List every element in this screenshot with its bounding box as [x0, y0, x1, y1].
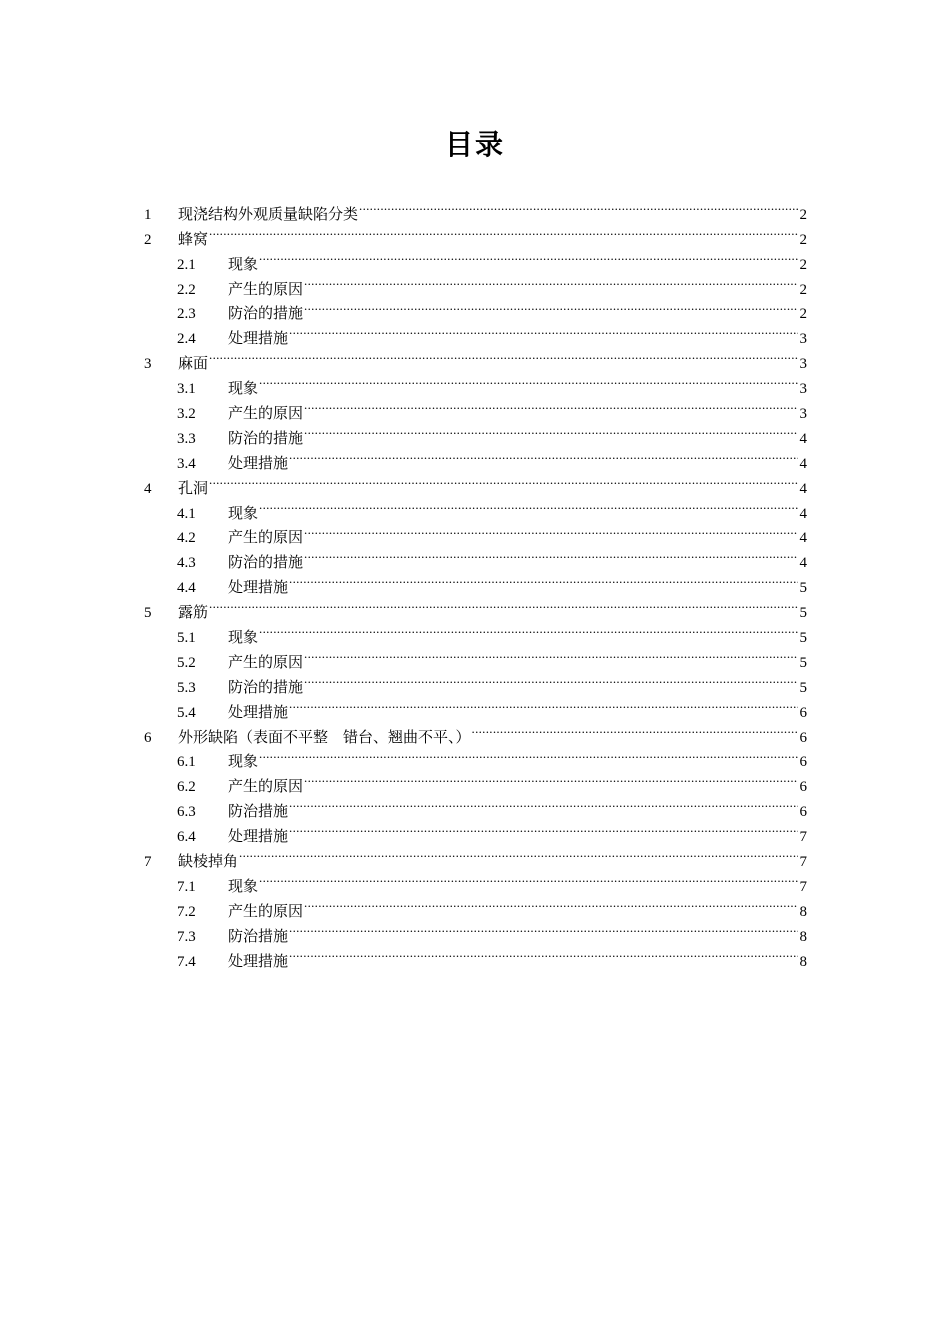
toc-entry-chapter[interactable] — [144, 219, 807, 248]
toc-dot-leader — [289, 816, 798, 841]
toc-page-number: 6 — [799, 704, 807, 721]
toc-entry-chapter[interactable] — [144, 343, 807, 373]
toc-entry-section[interactable] — [144, 493, 807, 522]
toc-entry-title: 现浇结构外观质量缺陷分类 — [178, 206, 359, 223]
toc-entry-number: 4.2 — [177, 530, 196, 547]
toc-page-number: 4 — [799, 505, 807, 522]
toc-entry-title: 麻面 — [178, 356, 209, 373]
toc-page-number: 7 — [799, 878, 807, 895]
toc-entry-chapter[interactable] — [144, 592, 807, 622]
toc-entry-number: 5.2 — [177, 654, 196, 671]
toc-dot-leader — [304, 642, 798, 667]
toc-page-number: 2 — [799, 256, 807, 273]
toc-dot-leader — [209, 592, 798, 617]
toc-dot-leader — [304, 667, 798, 692]
toc-page-number: 5 — [799, 580, 807, 597]
toc-dot-leader — [209, 343, 798, 368]
toc-dot-leader — [259, 244, 798, 269]
toc-dot-leader — [209, 468, 798, 493]
toc-entry-number: 5 — [144, 605, 152, 622]
toc-entry-title: 现象 — [228, 381, 259, 398]
toc-entry-number: 7.1 — [177, 878, 196, 895]
toc-entry-title: 处理措施 — [228, 829, 289, 846]
toc-entry-title: 露筋 — [178, 605, 209, 622]
toc-entry-number: 5.1 — [177, 630, 196, 647]
toc-entry-title: 产生的原因 — [228, 406, 304, 423]
toc-entry-title: 产生的原因 — [228, 530, 304, 547]
toc-page-number: 4 — [799, 430, 807, 447]
toc-dot-leader — [289, 692, 798, 717]
toc-dot-leader — [304, 891, 798, 916]
toc-entry-chapter[interactable] — [144, 194, 807, 223]
toc-page-number: 5 — [799, 630, 807, 647]
toc-dot-leader — [259, 617, 798, 642]
toc-page-number: 5 — [799, 654, 807, 671]
toc-entry-number: 7.2 — [177, 903, 196, 920]
toc-page-number: 2 — [799, 206, 807, 223]
toc-entry-title: 缺棱掉角 — [178, 854, 239, 871]
toc-entry-title: 现象 — [228, 256, 259, 273]
toc-page-number: 6 — [799, 804, 807, 821]
toc-dot-leader — [289, 916, 798, 941]
toc-entry-number: 7.3 — [177, 928, 196, 945]
toc-page-number: 3 — [799, 381, 807, 398]
toc-dot-leader — [304, 269, 798, 294]
toc-dot-leader — [304, 542, 798, 567]
toc-page-number: 6 — [799, 779, 807, 796]
toc-dot-leader — [289, 567, 798, 592]
toc-entry-title: 防治的措施 — [228, 306, 304, 323]
toc-dot-leader — [289, 318, 798, 343]
toc-page-number: 4 — [799, 530, 807, 547]
toc-entry-number: 5.4 — [177, 704, 196, 721]
toc-page-number: 8 — [799, 953, 807, 970]
toc-entry-number: 6.3 — [177, 804, 196, 821]
toc-dot-leader — [259, 866, 798, 891]
toc-page-number: 7 — [799, 854, 807, 871]
toc-entry-number: 2.3 — [177, 306, 196, 323]
toc-entry-title: 产生的原因 — [228, 281, 304, 298]
toc-page-number: 3 — [799, 331, 807, 348]
toc-page-number: 4 — [799, 555, 807, 572]
toc-entry-section[interactable] — [144, 866, 807, 895]
toc-page-number: 3 — [799, 406, 807, 423]
toc-dot-leader — [304, 518, 798, 543]
toc-entry-number: 5.3 — [177, 679, 196, 696]
toc-entry-number: 4 — [144, 480, 152, 497]
toc-entry-title: 处理措施 — [228, 580, 289, 597]
toc-dot-leader — [209, 219, 798, 244]
toc-entry-section[interactable] — [144, 368, 807, 398]
toc-page-number: 6 — [799, 729, 807, 746]
toc-page-number: 3 — [799, 356, 807, 373]
toc-page-number: 6 — [799, 754, 807, 771]
toc-entry-chapter[interactable] — [144, 468, 807, 497]
toc-entry-number: 2.1 — [177, 256, 196, 273]
table-of-contents — [144, 194, 807, 970]
toc-entry-title: 蜂窝 — [178, 231, 209, 248]
toc-entry-title: 处理措施 — [228, 704, 289, 721]
toc-page-number: 4 — [799, 455, 807, 472]
toc-page-number: 7 — [799, 829, 807, 846]
toc-entry-title: 产生的原因 — [228, 654, 304, 671]
toc-page-number: 2 — [799, 306, 807, 323]
toc-dot-leader — [289, 791, 798, 816]
toc-page-number: 4 — [799, 480, 807, 497]
toc-entry-number: 6.1 — [177, 754, 196, 771]
toc-dot-leader — [472, 717, 798, 742]
toc-entry-number: 3.3 — [177, 430, 196, 447]
page-title: 目录 — [444, 128, 505, 161]
toc-entry-title: 处理措施 — [228, 953, 289, 970]
toc-dot-leader — [304, 418, 798, 443]
toc-entry-title: 现象 — [228, 754, 259, 771]
toc-entry-title: 防治的措施 — [228, 430, 304, 447]
toc-entry-title: 处理措施 — [228, 455, 289, 472]
toc-entry-number: 2.2 — [177, 281, 196, 298]
toc-entry-number: 3.4 — [177, 455, 196, 472]
toc-entry-number: 3.1 — [177, 381, 196, 398]
toc-entry-title: 现象 — [228, 630, 259, 647]
toc-entry-title: 现象 — [228, 505, 259, 522]
toc-entry-title: 防治的措施 — [228, 555, 304, 572]
toc-entry-number: 3 — [144, 356, 152, 373]
toc-page-number: 2 — [799, 231, 807, 248]
toc-entry-title: 外形缺陷（表面不平整 错台、翘曲不平、） — [178, 729, 471, 746]
toc-entry-number: 2 — [144, 231, 152, 248]
toc-entry-title: 处理措施 — [228, 331, 289, 348]
toc-entry-title: 防治措施 — [228, 928, 289, 945]
toc-dot-leader — [289, 443, 798, 468]
toc-entry-number: 6 — [144, 729, 152, 746]
toc-entry-number: 3.2 — [177, 406, 196, 423]
toc-dot-leader — [304, 766, 798, 791]
toc-dot-leader — [304, 393, 798, 418]
toc-page-number: 2 — [799, 281, 807, 298]
toc-entry-title: 产生的原因 — [228, 903, 304, 920]
toc-entry-number: 6.4 — [177, 829, 196, 846]
toc-entry-number: 1 — [144, 206, 152, 223]
toc-page-number: 5 — [799, 605, 807, 622]
toc-entry-number: 4.3 — [177, 555, 196, 572]
toc-entry-number: 7 — [144, 854, 152, 871]
toc-entry-title: 防治的措施 — [228, 679, 304, 696]
toc-entry-number: 6.2 — [177, 779, 196, 796]
toc-dot-leader — [289, 941, 798, 966]
toc-entry-number: 7.4 — [177, 953, 196, 970]
toc-page-number: 8 — [799, 928, 807, 945]
toc-dot-leader — [259, 493, 798, 518]
toc-entry-number: 2.4 — [177, 331, 196, 348]
toc-dot-leader — [359, 194, 798, 219]
toc-page-number: 8 — [799, 903, 807, 920]
toc-entry-title: 防治措施 — [228, 804, 289, 821]
toc-entry-title: 现象 — [228, 878, 259, 895]
toc-entry-chapter[interactable] — [144, 841, 807, 871]
toc-entry-number: 4.4 — [177, 580, 196, 597]
toc-page-number: 5 — [799, 679, 807, 696]
toc-dot-leader — [259, 368, 798, 393]
toc-entry-section[interactable] — [144, 617, 807, 647]
toc-entry-title: 孔洞 — [178, 480, 209, 497]
toc-entry-section[interactable] — [144, 244, 807, 273]
toc-entry-title: 产生的原因 — [228, 779, 304, 796]
toc-dot-leader — [259, 742, 798, 767]
toc-entry-number: 4.1 — [177, 505, 196, 522]
toc-dot-leader — [304, 294, 798, 319]
toc-dot-leader — [239, 841, 798, 866]
